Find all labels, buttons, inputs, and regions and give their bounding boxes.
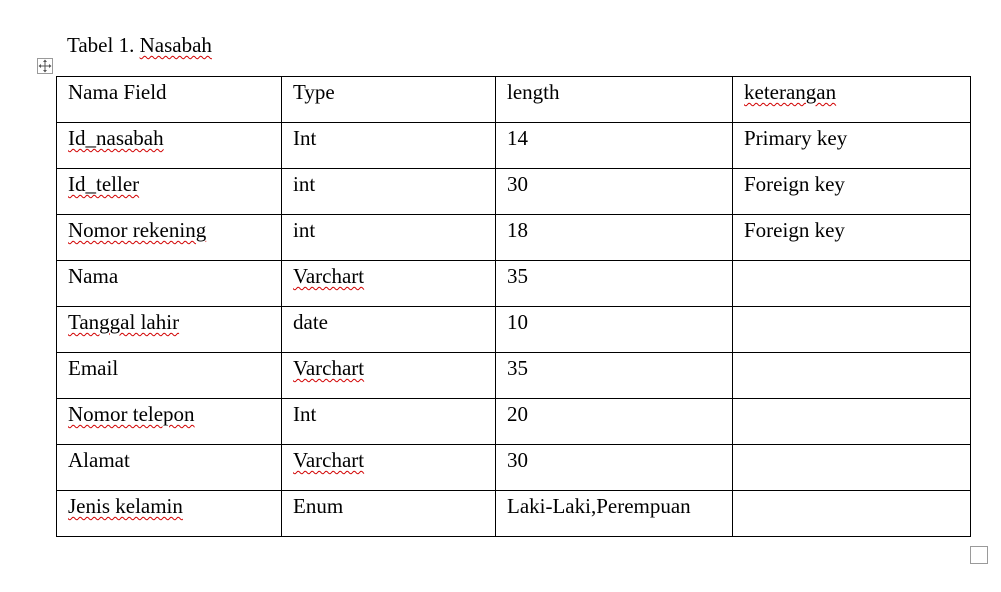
header-cell[interactable]: Type	[282, 77, 496, 123]
description-cell[interactable]	[733, 353, 971, 399]
table-row	[57, 445, 971, 491]
field-name-cell[interactable]: Nomor rekening	[57, 215, 282, 261]
length-cell[interactable]: 10	[496, 307, 733, 353]
header-cell[interactable]: length	[496, 77, 733, 123]
length-cell[interactable]: 30	[496, 445, 733, 491]
description-cell[interactable]	[733, 261, 971, 307]
nasabah-table	[56, 76, 971, 537]
table-row	[57, 261, 971, 307]
table-row	[57, 169, 971, 215]
field-name-cell[interactable]: Tanggal lahir	[57, 307, 282, 353]
type-cell[interactable]: Int	[282, 399, 496, 445]
type-cell[interactable]: Varchart	[282, 353, 496, 399]
field-name-cell[interactable]: Id_teller	[57, 169, 282, 215]
type-cell[interactable]: int	[282, 169, 496, 215]
table-row	[57, 307, 971, 353]
length-cell[interactable]: 14	[496, 123, 733, 169]
type-cell[interactable]: Varchart	[282, 261, 496, 307]
move-arrows-icon[interactable]	[37, 58, 53, 74]
header-cell[interactable]: keterangan	[733, 77, 971, 123]
description-cell[interactable]	[733, 399, 971, 445]
description-cell[interactable]: Primary key	[733, 123, 971, 169]
table-row	[57, 399, 971, 445]
type-cell[interactable]: Varchart	[282, 445, 496, 491]
length-cell[interactable]: 18	[496, 215, 733, 261]
length-cell[interactable]: 35	[496, 353, 733, 399]
description-cell[interactable]: Foreign key	[733, 215, 971, 261]
type-cell[interactable]: int	[282, 215, 496, 261]
table-caption	[67, 31, 212, 59]
caption-title: Nasabah	[139, 33, 212, 57]
type-cell[interactable]: Int	[282, 123, 496, 169]
type-cell[interactable]: Enum	[282, 491, 496, 537]
table-header-row	[57, 77, 971, 123]
length-cell[interactable]: 30	[496, 169, 733, 215]
field-name-cell[interactable]: Alamat	[57, 445, 282, 491]
field-name-cell[interactable]: Jenis kelamin	[57, 491, 282, 537]
description-cell[interactable]	[733, 491, 971, 537]
length-cell[interactable]: Laki-Laki,Perempuan	[496, 491, 733, 537]
field-name-cell[interactable]: Email	[57, 353, 282, 399]
description-cell[interactable]: Foreign key	[733, 169, 971, 215]
field-name-cell[interactable]: Id_nasabah	[57, 123, 282, 169]
caption-prefix: Tabel 1.	[67, 33, 140, 57]
description-cell[interactable]	[733, 445, 971, 491]
length-cell[interactable]: 20	[496, 399, 733, 445]
resize-square-icon[interactable]	[970, 546, 988, 564]
table-row	[57, 123, 971, 169]
type-cell[interactable]: date	[282, 307, 496, 353]
table-row	[57, 353, 971, 399]
table-row	[57, 491, 971, 537]
table-row	[57, 215, 971, 261]
description-cell[interactable]	[733, 307, 971, 353]
length-cell[interactable]: 35	[496, 261, 733, 307]
field-name-cell[interactable]: Nomor telepon	[57, 399, 282, 445]
field-name-cell[interactable]: Nama	[57, 261, 282, 307]
header-cell[interactable]: Nama Field	[57, 77, 282, 123]
